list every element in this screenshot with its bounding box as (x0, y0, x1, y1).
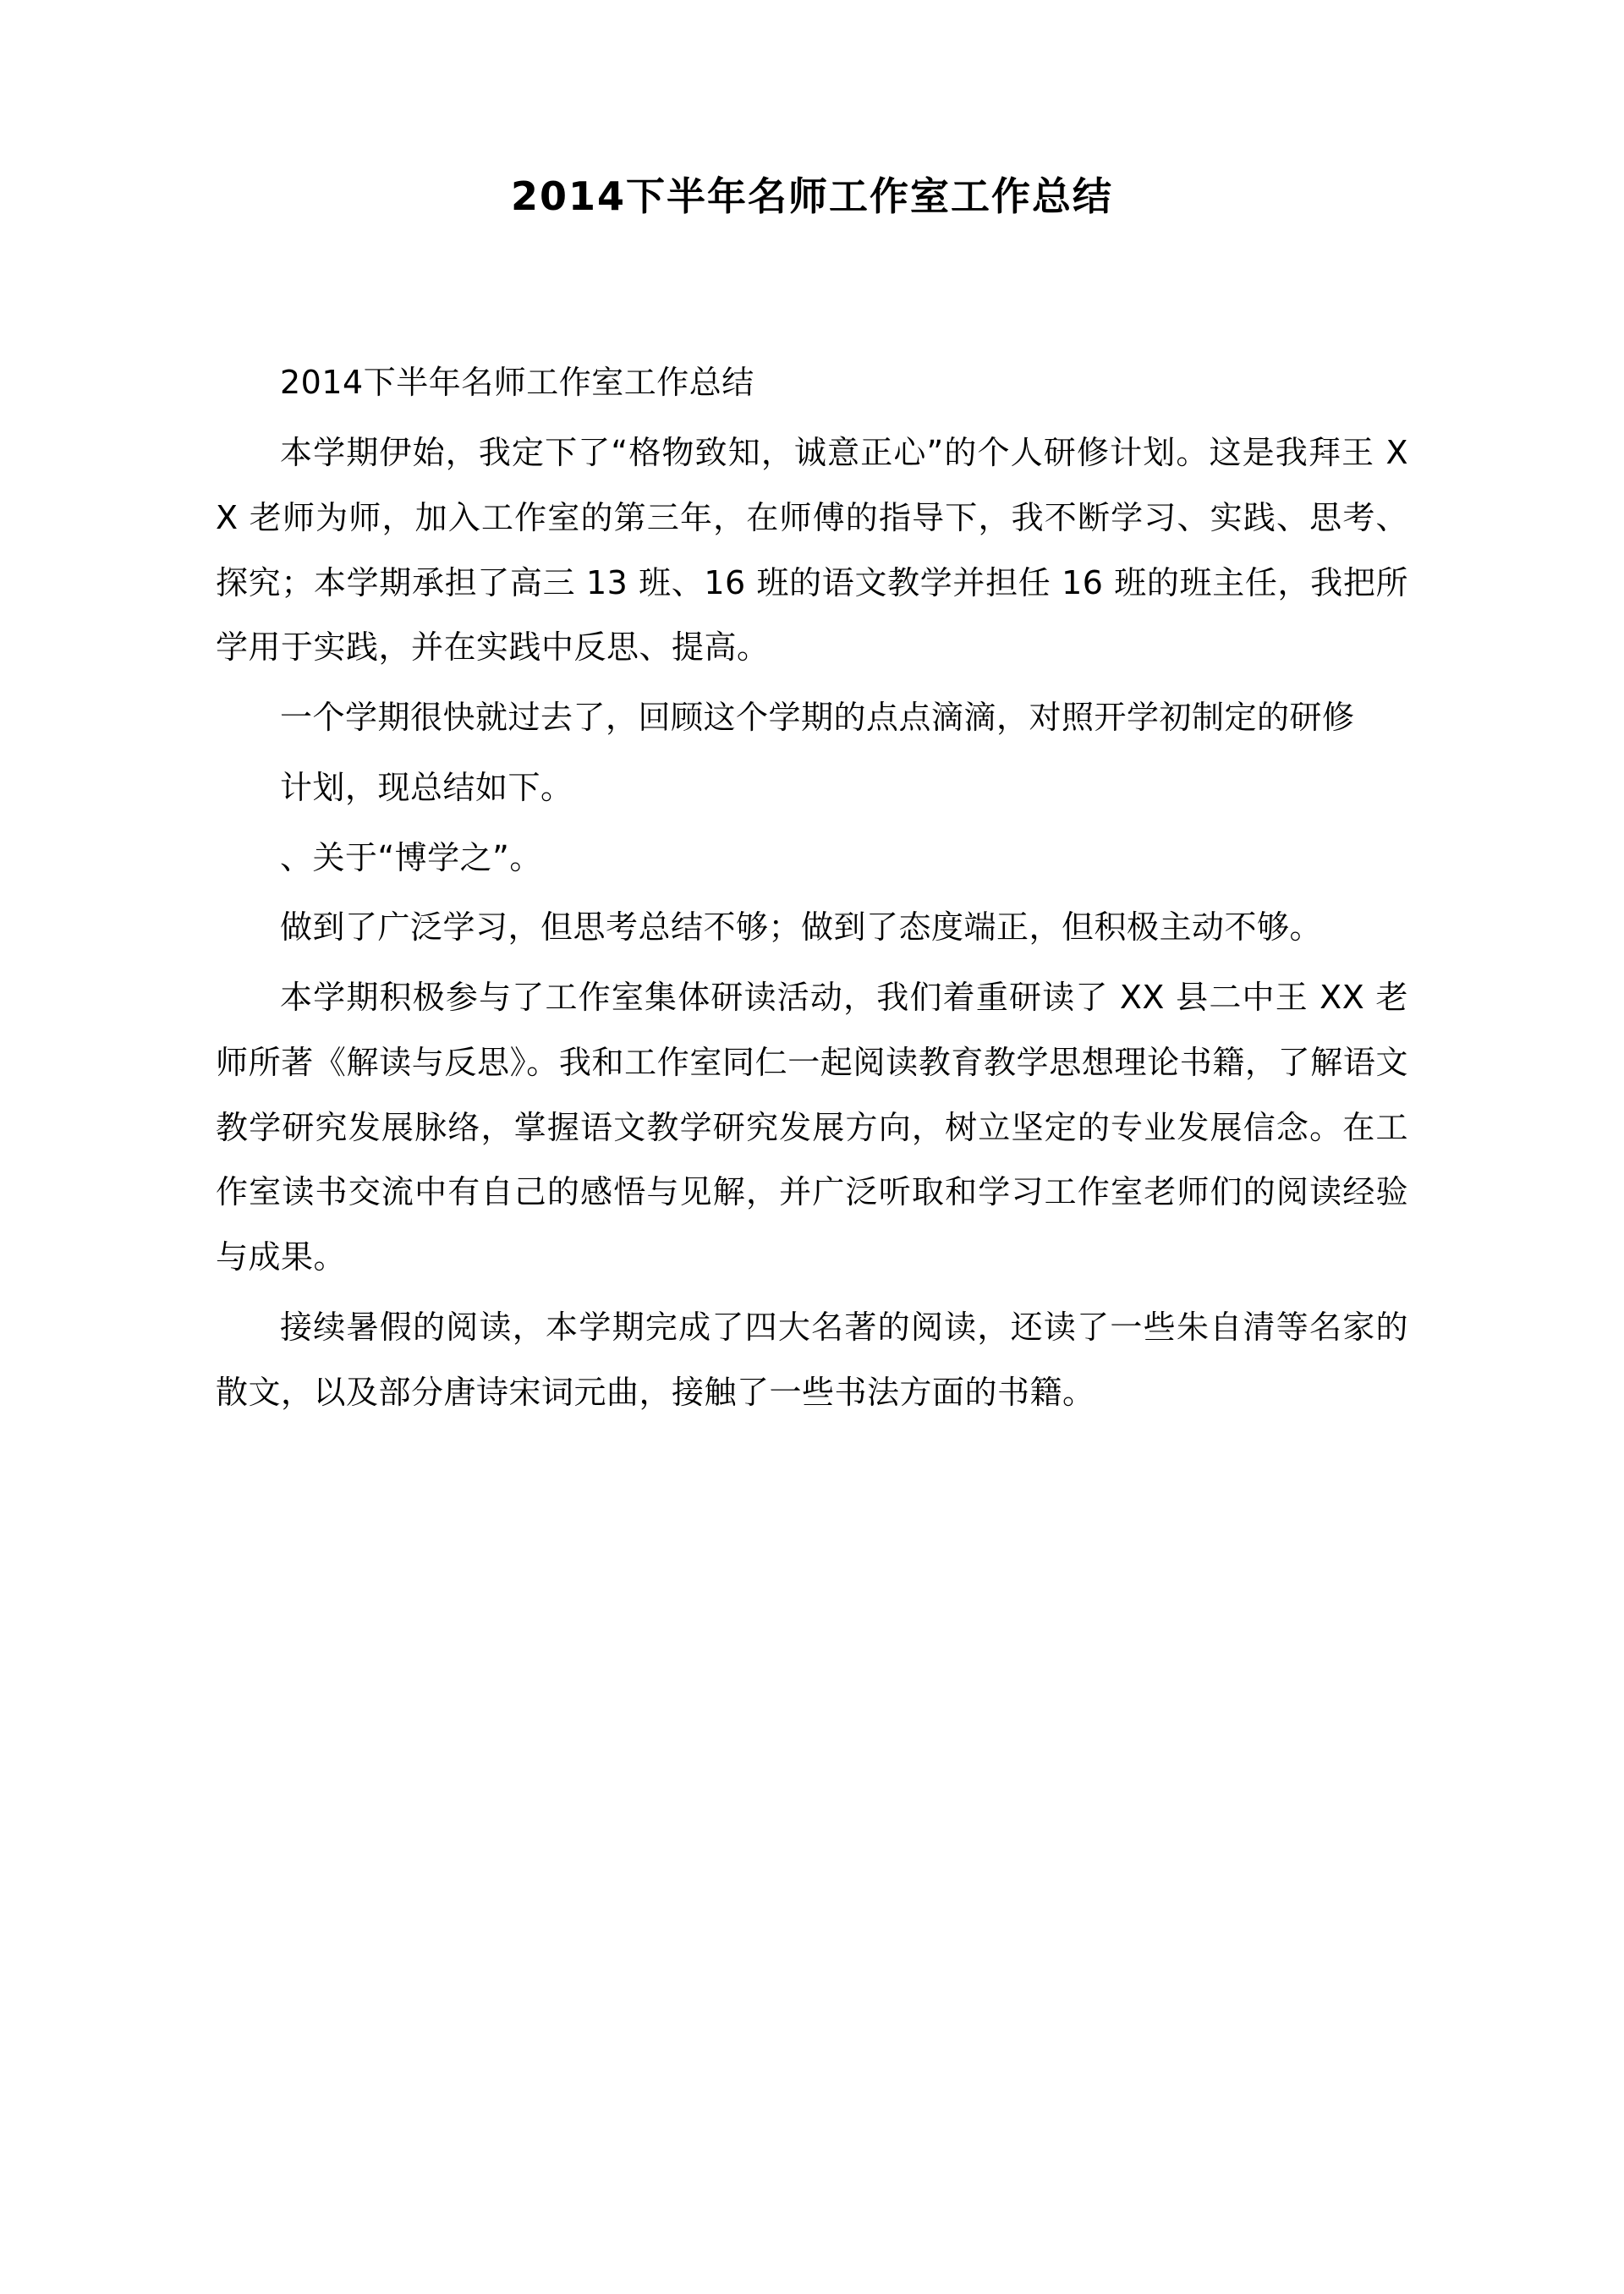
page-title: 2014下半年名师工作室工作总结 (510, 173, 1114, 219)
paragraph: 2014下半年名师工作室工作总结 (280, 364, 754, 402)
paragraph: 、关于“博学之”。 (280, 838, 542, 876)
paragraph: 一个学期很快就过去了，回顾这个学期的点点滴滴，对照开学初制定的研修 (280, 699, 1355, 737)
document-body (216, 350, 1408, 1424)
paragraph: 接续暑假的阅读，本学期完成了四大名著的阅读，还读了一些朱自清等名家的散文，以及部分唐诗宋词元曲，接触了一些书法方面的书籍。 (216, 1308, 1408, 1411)
paragraph: 本学期伊始，我定下了“格物致知，诚意正心”的个人研修计划。这是我拜王 XX 老师为师，加入工作室的第三年，在师傅的指导下，我不断学习、实践、思考、探究；本学期承担了高三 13 班、16 班的语文教学并担任 16 班的班主任，我把所学用于实践，并在实践中反思、提高。 (216, 434, 1408, 667)
paragraph: 做到了广泛学习，但思考总结不够；做到了态度端正，但积极主动不够。 (280, 908, 1323, 947)
paragraph: 本学期积极参与了工作室集体研读活动，我们着重研读了 XX 县二中王 XX 老师所著《解读与反思》。我和工作室同仁一起阅读教育教学思想理论书籍，了解语文教学研究发展脉络，掌握语文教学研究发展方向，树立坚定的专业发展信念。在工作室读书交流中有自己的感悟与见解，并广泛听取和学习工作室老师们的阅读经验与成果。 (216, 979, 1408, 1276)
paragraph: 计划，现总结如下。 (280, 768, 573, 806)
